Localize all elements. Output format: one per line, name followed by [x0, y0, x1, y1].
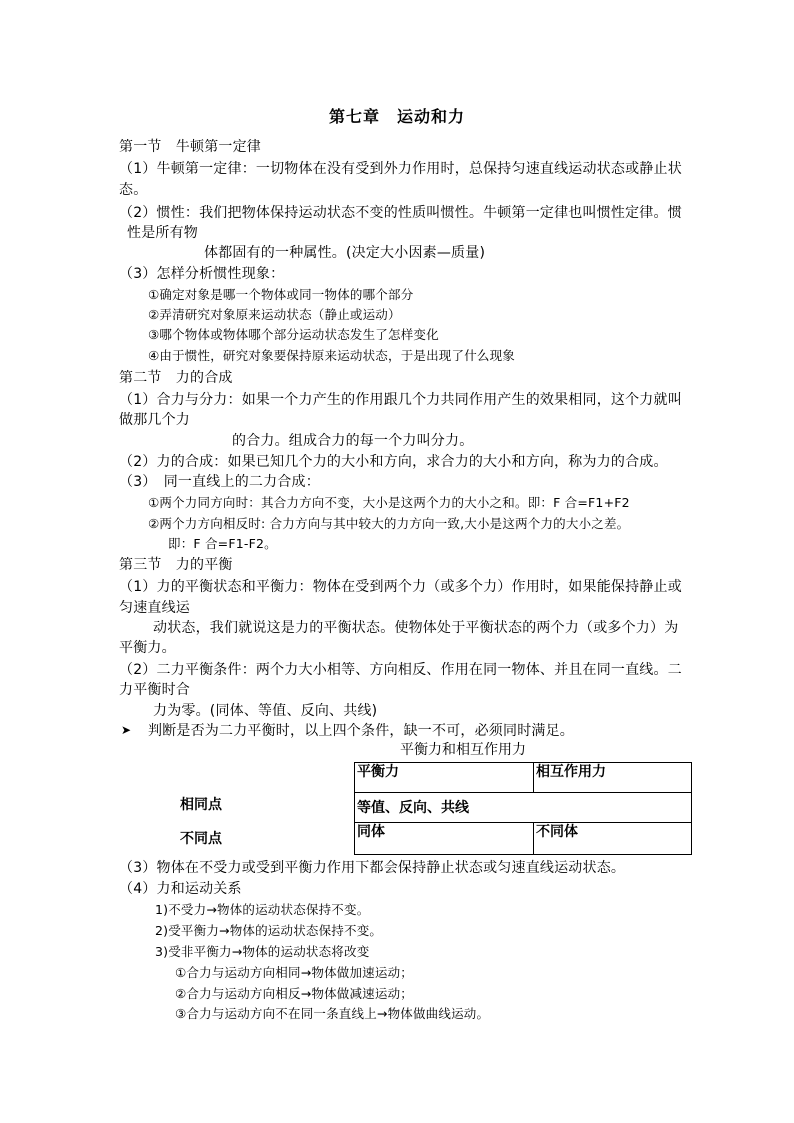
- s1-para-2a: （2）惯性：我们把物体保持运动状态不变的性质叫惯性。牛顿第一定律也叫惯性定律。惯: [119, 205, 682, 221]
- s1-para-2b: 性是所有物: [127, 225, 198, 241]
- s1-para-1a: （1）牛顿第一定律：一切物体在没有受到外力作用时，总保持匀速直线运动状态或静止状: [119, 161, 682, 177]
- s1-para-2c: 体都固有的一种属性。(决定大小因素—质量): [204, 245, 486, 261]
- s2-para-1c: 的合力。组成合力的每一个力叫分力。: [232, 433, 474, 449]
- s3-para-2a: （2）二力平衡条件：两个力大小相等、方向相反、作用在同一物体、并且在同一直线。二: [119, 662, 682, 678]
- s3-para-3: （3）物体在不受力或受到平衡力作用下都会保持静止状态或匀速直线运动状态。: [119, 860, 626, 876]
- header-cell: 平衡力: [355, 763, 534, 793]
- header-cell: 相互作用力: [534, 763, 692, 793]
- relation-2: 2)受平衡力→物体的运动状态保持不变。: [155, 923, 383, 938]
- s2-item-3: 即：F 合=F1-F2。: [168, 536, 277, 551]
- case-3: ③合力与运动方向不在同一条直线上→物体做曲线运动。: [175, 1006, 490, 1021]
- s3-para-2c: 力为零。(同体、等值、反向、共线): [153, 703, 378, 719]
- row-label-diff: 不同点: [180, 831, 222, 847]
- row-label-same: 相同点: [180, 797, 222, 813]
- s3-para-1c: 动状态，我们就说这是力的平衡状态。使物体处于平衡状态的两个力（或多个力）为: [153, 620, 679, 636]
- s2-item-1: ①两个力同方向时：其合力方向不变，大小是这两个力的大小之和。即：F 合=F1+F2: [148, 495, 630, 510]
- table-row: [355, 763, 692, 793]
- s1-item-3: ③哪个物体或物体哪个部分运动状态发生了怎样变化: [148, 327, 439, 342]
- s1-para-1b: 态。: [119, 182, 148, 198]
- s1-item-4: ④由于惯性，研究对象要保持原来运动状态，于是出现了什么现象: [148, 348, 516, 363]
- chapter-title: 第七章 运动和力: [328, 107, 465, 126]
- s1-para-3: （3）怎样分析惯性现象：: [119, 266, 285, 282]
- s3-para-1d: 平衡力。: [119, 640, 176, 656]
- section-1-heading: 第一节 牛顿第一定律: [119, 139, 261, 155]
- s3-para-1b: 匀速直线运: [119, 600, 190, 616]
- same-value-cell: 等值、反向、共线: [355, 793, 692, 823]
- section-3-heading: 第三节 力的平衡: [119, 557, 233, 573]
- arrow-bullet-icon: ➤: [121, 723, 132, 737]
- comparison-table: [354, 762, 692, 855]
- s3-bullet-note: 判断是否为二力平衡时，以上四个条件，缺一不可，必须同时满足。: [148, 723, 574, 739]
- case-2: ②合力与运动方向相反→物体做减速运动；: [175, 986, 413, 1001]
- s1-item-1: ①确定对象是哪一个物体或同一物体的哪个部分: [148, 287, 414, 302]
- diff-cell: 不同体: [534, 823, 692, 855]
- s2-item-2: ②两个力方向相反时: 合力方向与其中较大的力方向一致,大小是这两个力的大小之差。: [148, 516, 630, 531]
- relation-3: 3)受非平衡力→物体的运动状态将改变: [155, 944, 370, 959]
- case-1: ①合力与运动方向相同→物体做加速运动；: [175, 965, 413, 980]
- s2-para-2: （2）力的合成：如果已知几个力的大小和方向，求合力的大小和方向，称为力的合成。: [119, 454, 668, 470]
- table-row: [355, 823, 692, 855]
- diff-cell: 同体: [355, 823, 534, 855]
- table-caption: 平衡力和相互作用力: [400, 742, 526, 758]
- section-2-heading: 第二节 力的合成: [119, 370, 233, 386]
- s1-item-2: ②弄清研究对象原来运动状态（静止或运动）: [148, 307, 401, 322]
- s2-para-3: （3） 同一直线上的二力合成：: [119, 474, 320, 490]
- table-row: [355, 793, 692, 823]
- s3-para-4: （4）力和运动关系: [119, 881, 242, 897]
- s3-para-1a: （1）力的平衡状态和平衡力：物体在受到两个力（或多个力）作用时，如果能保持静止或: [119, 579, 682, 595]
- s2-para-1a: （1）合力与分力：如果一个力产生的作用跟几个力共同作用产生的效果相同，这个力就叫: [119, 392, 682, 408]
- s3-para-2b: 力平衡时合: [119, 682, 190, 698]
- s2-para-1b: 做那几个力: [119, 412, 190, 428]
- relation-1: 1)不受力→物体的运动状态保持不变。: [155, 902, 370, 917]
